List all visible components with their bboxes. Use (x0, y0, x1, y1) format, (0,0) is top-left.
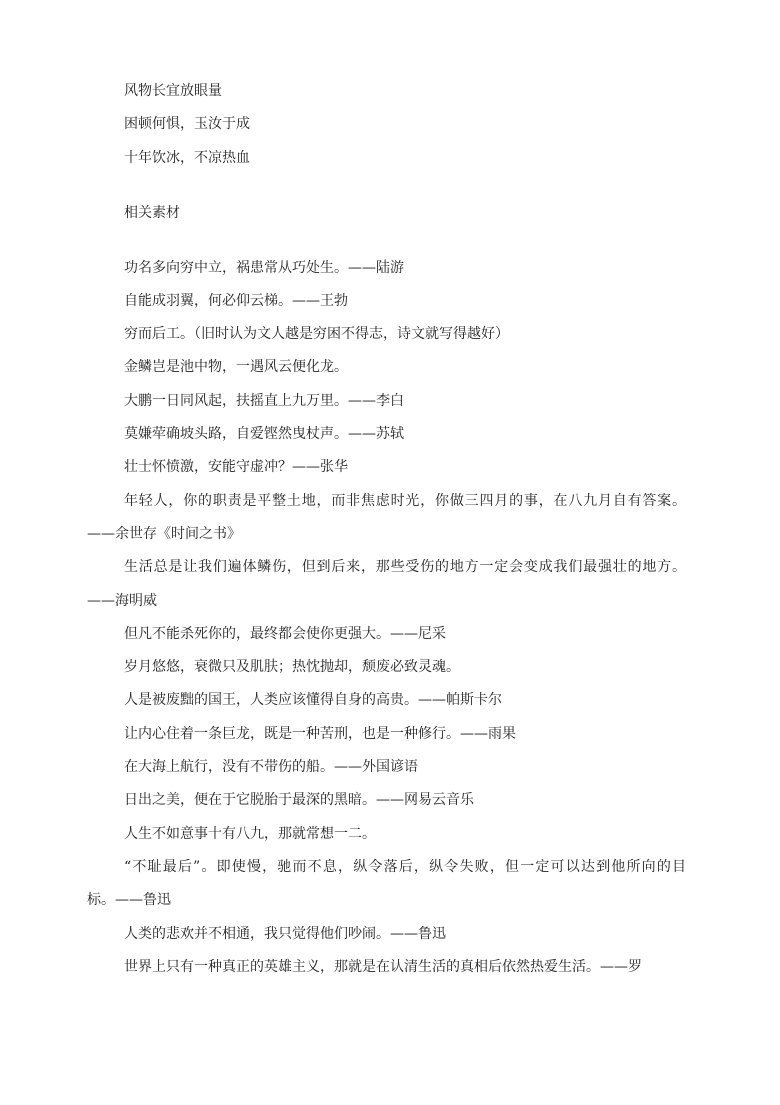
quote-line: “不耻最后”。即使慢，驰而不息，纵令落后，纵令失败，但一定可以达到他所向的目 (124, 858, 686, 875)
quote-paragraph (87, 858, 686, 909)
quote-line-continued: ——余世存《时间之书》 (87, 525, 241, 542)
quote-line: 自能成羽翼，何必仰云梯。——王勃 (124, 292, 348, 309)
quote-line: 日出之美，便在于它脱胎于最深的黑暗。——网易云音乐 (124, 792, 474, 809)
top-lines (87, 82, 686, 167)
quote-paragraph (87, 558, 686, 609)
quote-line: 壮士怀愤激，安能守虚冲？——张华 (124, 459, 348, 476)
section-heading: 相关素材 (124, 204, 180, 221)
quote-line-continued: ——海明威 (87, 592, 157, 609)
quote-line: 岁月悠悠，衰微只及肌肤；热忱抛却，颓废必致灵魂。 (124, 659, 460, 676)
quote-line: 生活总是让我们遍体鳞伤，但到后来，那些受伤的地方一定会变成我们最强壮的地方。 (124, 559, 686, 576)
quote-line: 人类的悲欢并不相通，我只觉得他们吵闹。——鲁迅 (124, 925, 446, 942)
quote-line: 穷而后工。（旧时认为文人越是穷困不得志，诗文就写得越好） (124, 326, 509, 343)
quote-line: 功名多向穷中立，祸患常从巧处生。——陆游 (124, 259, 404, 276)
quote-line: 人是被废黜的国王，人类应该懂得自身的高贵。——帕斯卡尔 (124, 692, 502, 709)
quote-line: 世界上只有一种真正的英雄主义，那就是在认清生活的真相后依然热爱生活。——罗 (124, 958, 642, 975)
quote-line: 但凡不能杀死你的，最终都会使你更强大。——尼采 (124, 625, 446, 642)
quote-line: 金鳞岂是池中物，一遇风云便化龙。 (124, 359, 348, 376)
quote-line: 让内心住着一条巨龙，既是一种苦刑，也是一种修行。——雨果 (124, 725, 516, 742)
quote-line: 莫嫌荦确坡头路，自爱铿然曳杖声。——苏轼 (124, 426, 404, 443)
quote-line-continued: 标。——鲁迅 (87, 892, 171, 909)
quote-line: 年轻人，你的职责是平整土地，而非焦虑时光，你做三四月的事，在八九月自有答案。 (124, 492, 686, 509)
text-line: 困顿何惧，玉汝于成 (124, 116, 250, 133)
quote-line: 大鹏一日同风起，扶摇直上九万里。——李白 (124, 392, 404, 409)
quote-line: 在大海上航行，没有不带伤的船。——外国谚语 (124, 759, 418, 776)
quote-list (87, 259, 686, 976)
quote-paragraph (87, 492, 686, 543)
text-line: 风物长宜放眼量 (124, 83, 222, 99)
quote-line: 人生不如意事十有八九，那就常想一二。 (124, 825, 376, 842)
text-line: 十年饮冰，不凉热血 (124, 149, 250, 166)
